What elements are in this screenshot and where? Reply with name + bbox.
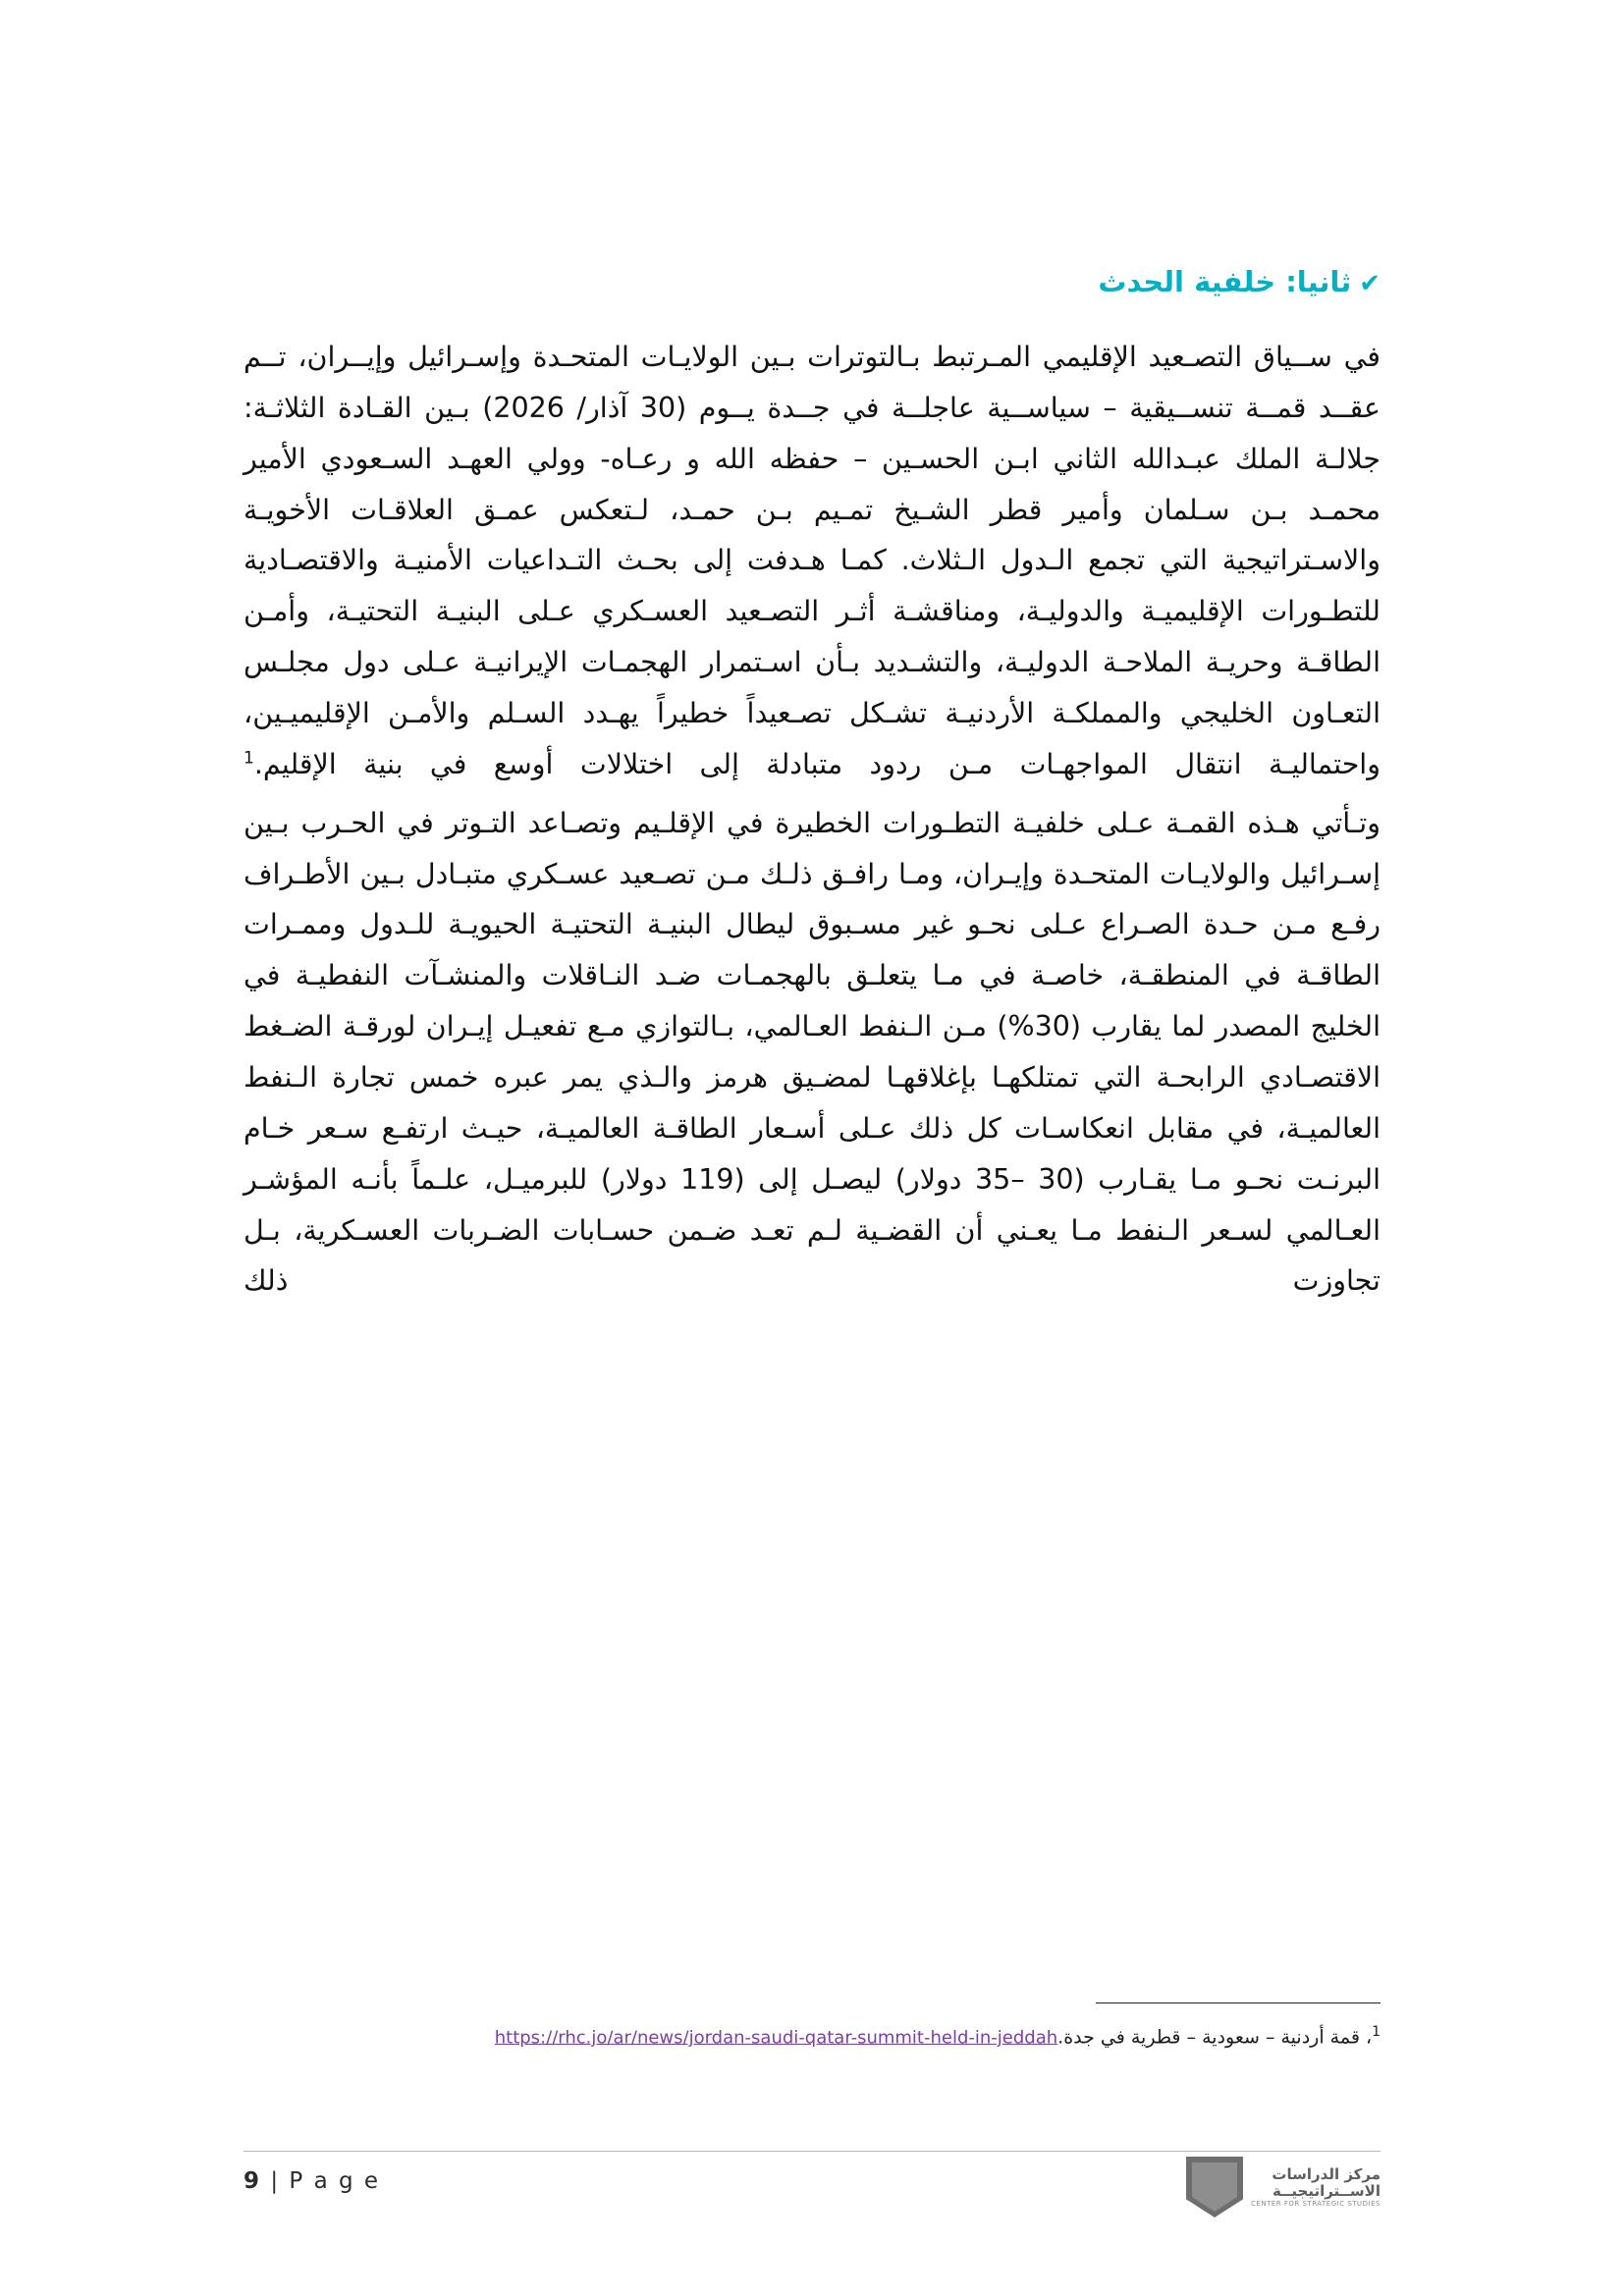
paragraph-2 xyxy=(244,798,1380,1308)
logo-line-1: مركز الدراسات xyxy=(1272,2164,1380,2183)
organization-logo xyxy=(1186,2157,1380,2217)
footnote-link[interactable]: https://rhc.jo/ar/news/jordan-saudi-qatar-summit-held-in-jeddah xyxy=(494,2027,1058,2049)
footer-divider xyxy=(244,2151,1380,2152)
page-footer xyxy=(244,2151,1380,2229)
checkmark-icon: ✔ xyxy=(1359,269,1380,298)
page-content xyxy=(244,265,1380,1314)
page-number-word: P a g e xyxy=(289,2168,381,2194)
logo-line-2: الاســتراتيجيــة xyxy=(1272,2181,1380,2200)
section-heading xyxy=(244,265,1380,298)
page-number-value: 9 xyxy=(244,2168,262,2194)
logo-line-3: CENTER FOR STRATEGIC STUDIES xyxy=(1251,2200,1380,2209)
footnote-number: 1 xyxy=(1372,2024,1380,2040)
section-heading-text: ثانيا: خلفية الحدث xyxy=(1098,265,1352,298)
page-number-separator: | xyxy=(270,2168,281,2194)
paragraph-2-text: وتـأتي هـذه القمـة عـلى خلفيـة التطـورات الخطيرة في الإقلـيم وتصـاعد التـوتر في الحـرب بـين إسـرائيل والولايـات المتحـدة وإيـران، ومـا رافـق ذلـك مـن تصـعيد عسـكري متبـادل بـين الأطـراف رفـع مـن حـدة الصـراع عـلى نحـو غير مسـبوق ليطال البنيـة التحتيـة الحيويـة للـدول وممـرات الطاقـة في المنطقـة، خاصـة في مـا يتعلـق بالهجمـات ضـد النـاقلات والمنشـآت النفطيـة في الخليج المصدر لما يقارب (30%) مـن الـنفط العـالمي، بـالتوازي مـع تفعيـل إيـران لورقـة الضـغط الاقتصـادي الرابحـة التي تمتلكهـا بإغلاقهـا لمضـيق هرمز والـذي يمر عبره خمس تجارة الـنفط العالميـة، في مقابل انعكاسـات كل ذلك عـلى أسـعار الطاقـة العالميـة، حيـث ارتفـع سـعر خـام البرنـت نحـو مـا يقـارب (30 –35 دولار) ليصـل إلى (119 دولار) للبرميـل، علـماً بأنـه المؤشـر العـالمي لسـعر الـنفط مـا يعـني أن القضـية لـم تعـد ضـمن حسـابات الضـربات العسـكرية، بـل تجاوزت ذلك xyxy=(244,806,1381,1298)
paragraph-1 xyxy=(244,332,1380,790)
footnote-reference[interactable]: 1 xyxy=(244,748,254,769)
footnote-divider xyxy=(1096,2002,1380,2003)
logo-text xyxy=(1251,2166,1380,2209)
footnote-trailing-text: ، قمة أردنية – سعودية – قطرية في جدة. xyxy=(1057,2026,1373,2049)
page-number xyxy=(244,2168,380,2194)
footnote-entry xyxy=(244,2021,1380,2053)
paragraph-1-text: في ســياق التصـعيد الإقليمي المـرتبط بـالتوترات بـين الولايـات المتحـدة وإسـرائيل وإيــران، تــم عقــد قمــة تنســيقية – سياســية عاجلــة في جــدة يــوم (30 آذار/ 2026) بـين القـادة الثلاثـة: جلالـة الملك عبـدالله الثاني ابـن الحسـين – حفظه الله و رعـاه- وولي العهـد السـعودي الأمير محمـد بـن سـلمان وأمير قطر الشـيخ تمـيم بـن حمـد، لـتعكس عمـق العلاقـات الأخويـة والاسـتراتيجية التي تجمع الـدول الـثلاث. كمـا هـدفت إلى بحـث التـداعيات الأمنيـة والاقتصـادية للتطـورات الإقليميـة والدوليـة، ومناقشـة أثـر التصـعيد العسـكري عـلى البنيـة التحتيـة، وأمـن الطاقـة وحريـة الملاحـة الدوليـة، والتشـديد بـأن اسـتمرار الهجمـات الإيرانيـة عـلى دول مجلـس التعـاون الخليجي والمملكـة الأردنيـة تشـكل تصـعيداً خطيراً يهـدد السـلم والأمـن الإقليميـين، واحتماليـة انتقال المواجهـات مـن ردود متبادلة إلى اختلالات أوسع في بنية الإقليم. xyxy=(244,341,1380,780)
shield-icon xyxy=(1186,2157,1243,2217)
footnote-area xyxy=(244,2002,1380,2053)
